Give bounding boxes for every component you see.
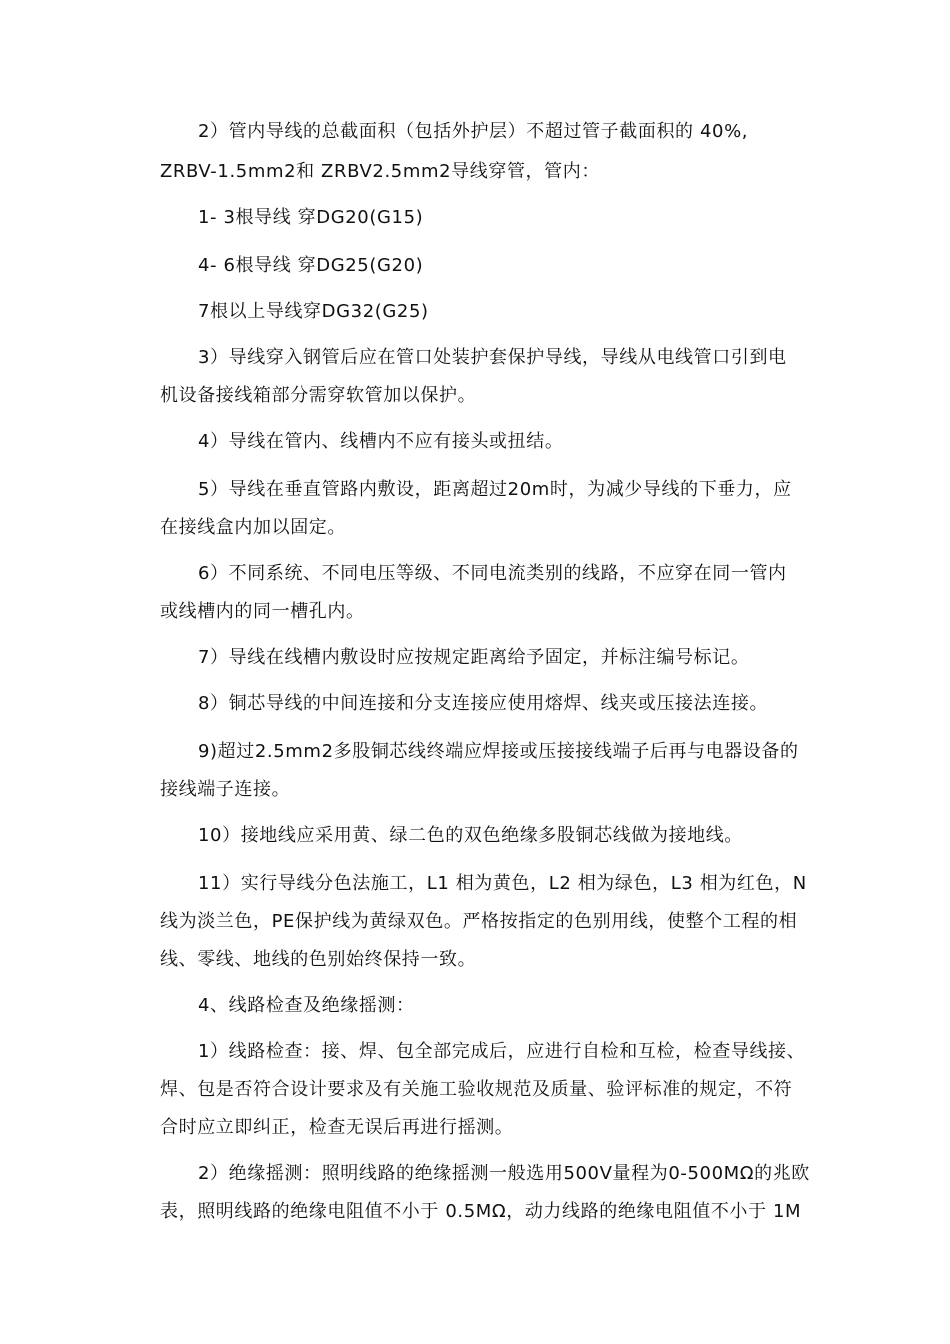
insulation-paragraph-line-1: 2）绝缘摇测：照明线路的绝缘摇测一般选用500V量程为0-500MΩ的兆欧 xyxy=(198,1163,810,1184)
paragraph-11-line-1: 11）实行导线分色法施工，L1 相为黄色，L2 相为绿色，L3 相为红色，N xyxy=(198,873,807,894)
paragraph-10-line-1: 10）接地线应采用黄、绿二色的双色绝缘多股铜芯线做为接地线。 xyxy=(198,825,743,846)
paragraph-5-line-2: 在接线盒内加以固定。 xyxy=(160,517,346,538)
paragraph-2-line-1: 2）管内导线的总截面积（包括外护层）不超过管子截面积的 40%, xyxy=(198,121,749,142)
paragraph-9-line-1: 9)超过2.5mm2多股铜芯线终端应焊接或压接接线端子后再与电器设备的 xyxy=(198,741,799,762)
section-4-heading: 4、线路检查及绝缘摇测： xyxy=(198,995,415,1016)
check-paragraph-line-1: 1）线路检查：接、焊、包全部完成后，应进行自检和互检，检查导线接、 xyxy=(198,1041,806,1062)
wire-count-line-1: 1- 3根导线 穿DG20(G15) xyxy=(198,207,424,228)
paragraph-3-line-1: 3）导线穿入钢管后应在管口处装护套保护导线，导线从电线管口引到电 xyxy=(198,347,787,368)
insulation-paragraph-line-2: 表，照明线路的绝缘电阻值不小于 0.5MΩ，动力线路的绝缘电阻值不小于 1M xyxy=(160,1201,802,1222)
paragraph-4-line-1: 4）导线在管内、线槽内不应有接头或扭结。 xyxy=(198,431,564,452)
paragraph-5-line-1: 5）导线在垂直管路内敷设，距离超过20m时，为减少导线的下垂力，应 xyxy=(198,479,792,500)
paragraph-9-line-2: 接线端子连接。 xyxy=(160,779,291,800)
paragraph-11-line-2: 线为淡兰色，PE保护线为黄绿双色。严格按指定的色别用线，使整个工程的相 xyxy=(160,911,798,932)
paragraph-8-line-1: 8）铜芯导线的中间连接和分支连接应使用熔焊、线夹或压接法连接。 xyxy=(198,693,769,714)
paragraph-3-line-2: 机设备接线箱部分需穿软管加以保护。 xyxy=(160,385,477,406)
paragraph-7-line-1: 7）导线在线槽内敷设时应按规定距离给予固定，并标注编号标记。 xyxy=(198,647,750,668)
paragraph-2-line-2: ZRBV-1.5mm2和 ZRBV2.5mm2导线穿管，管内： xyxy=(160,161,600,182)
wire-count-line-3: 7根以上导线穿DG32(G25) xyxy=(198,301,429,322)
paragraph-6-line-1: 6）不同系统、不同电压等级、不同电流类别的线路，不应穿在同一管内 xyxy=(198,563,787,584)
check-paragraph-line-2: 焊、包是否符合设计要求及有关施工验收规范及质量、验评标准的规定，不符 xyxy=(160,1079,793,1100)
paragraph-11-line-3: 线、零线、地线的色别始终保持一致。 xyxy=(160,949,477,970)
check-paragraph-line-3: 合时应立即纠正，检查无误后再进行摇测。 xyxy=(160,1117,514,1138)
paragraph-6-line-2: 或线槽内的同一槽孔内。 xyxy=(160,601,365,622)
wire-count-line-2: 4- 6根导线 穿DG25(G20) xyxy=(198,255,424,276)
